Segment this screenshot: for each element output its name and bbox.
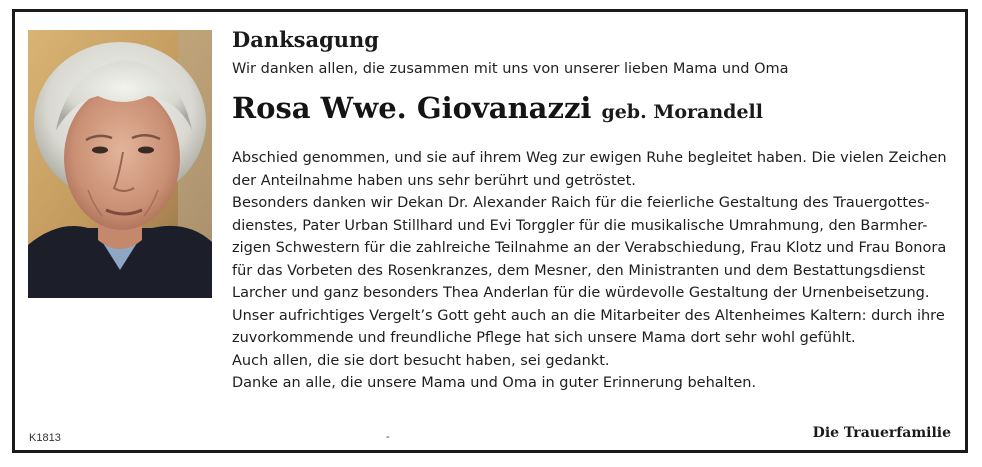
body-line: zigen Schwestern für die zahlreiche Teilnahme an der Verabschiedung, Frau Klotz und Frau Bonora — [232, 240, 947, 256]
body-line: Abschied genommen, und sie auf ihrem Weg zur ewigen Ruhe begleitet haben. Die vielen Zeichen — [232, 150, 947, 166]
body-line: Besonders danken wir Dekan Dr. Alexander Raich für die feierliche Gestaltung des Trauergottes- — [232, 195, 930, 211]
body-line: Auch allen, die sie dort besucht haben, sei gedankt. — [232, 352, 610, 369]
body-line: Danke an alle, die unsere Mama und Oma in guter Erinnerung behalten. — [232, 375, 757, 391]
portrait-photo — [28, 30, 212, 298]
portrait-image — [28, 30, 212, 298]
signature: Die Trauerfamilie — [812, 425, 951, 441]
body-line: zuvorkommende und freundliche Pflege hat sich unsere Mama dort sehr wohl gefühlt. — [232, 330, 856, 346]
body-line: Unser aufrichtiges Vergelt’s Gott geht auch an die Mitarbeiter des Altenheimes Kaltern: durch ihre — [232, 307, 945, 324]
notice-heading: Danksagung — [232, 27, 379, 52]
deceased-name: Rosa Wwe. Giovanazzi — [232, 91, 592, 125]
intro-text: Wir danken allen, die zusammen mit uns von unserer lieben Mama und Oma — [232, 61, 789, 77]
body-line: dienstes, Pater Urban Stillhard und Evi Torggler für die musikalische Umrahmung, den Barmher- — [232, 217, 928, 234]
body-line: für das Vorbeten des Rosenkranzes, dem Mesner, den Ministranten und dem Bestattungsdienst — [232, 262, 925, 279]
maiden-name: geb. Morandell — [601, 101, 763, 123]
body-line: der Anteilnahme haben uns sehr berührt und getröstet. — [232, 172, 636, 189]
center-dash: - — [386, 431, 390, 443]
name-line — [232, 90, 952, 132]
notice-content — [232, 26, 952, 395]
body-line: Larcher und ganz besonders Thea Anderlan für die würdevolle Gestaltung der Urnenbeisetzung. — [232, 285, 930, 301]
body-text — [232, 147, 952, 395]
notice-frame — [12, 9, 968, 453]
ad-code: K1813 — [29, 432, 61, 444]
